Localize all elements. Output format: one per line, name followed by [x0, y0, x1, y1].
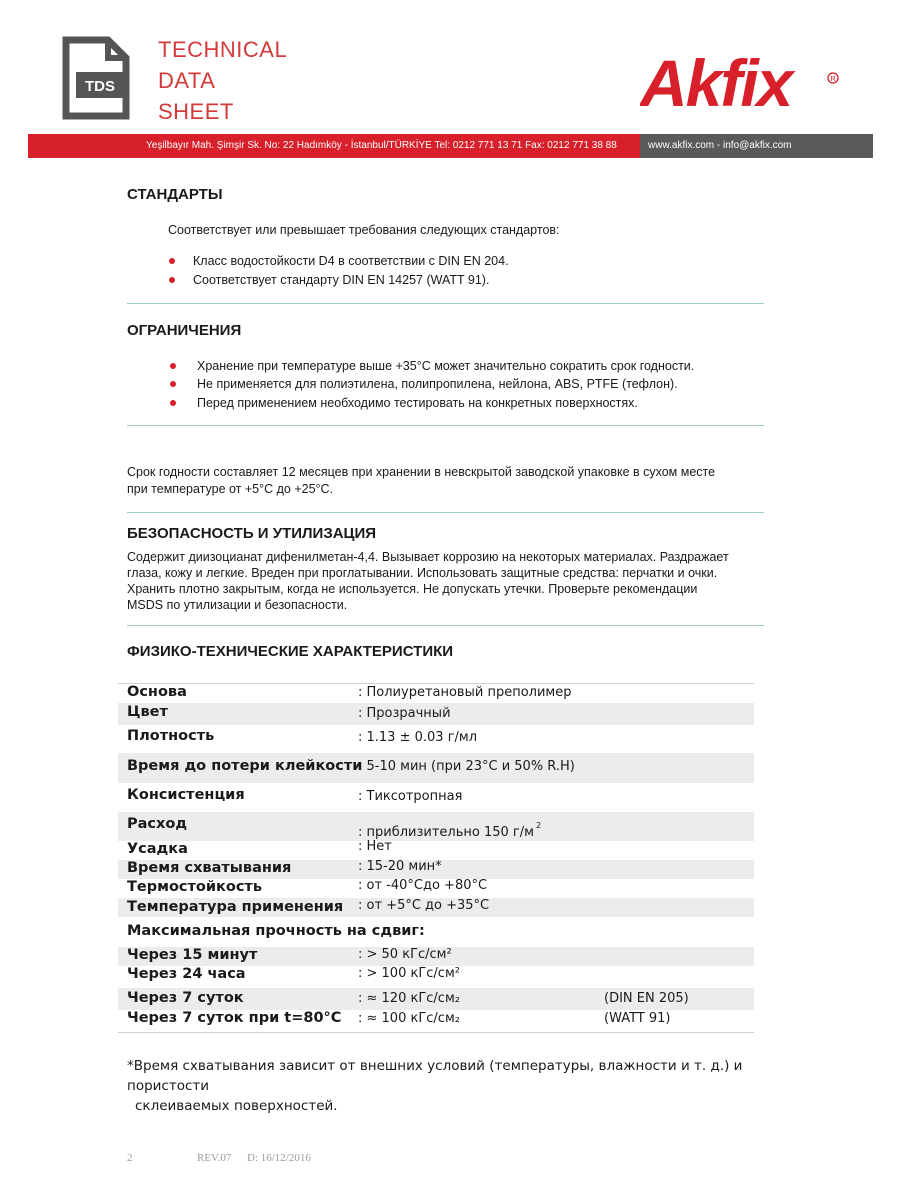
header-title-line: SHEET [158, 99, 234, 124]
table-row [118, 783, 754, 812]
section-heading-standards: СТАНДАРТЫ [127, 186, 223, 203]
bullet-icon [170, 400, 176, 406]
limitations-item: Перед применением необходимо тестировать на конкретных поверхностях. [197, 396, 638, 410]
section-heading-properties: ФИЗИКО-ТЕХНИЧЕСКИЕ ХАРАКТЕРИСТИКИ [127, 643, 454, 660]
table-row [118, 703, 754, 725]
standards-item: Класс водостойкости D4 в соответствии с DIN EN 204. [193, 254, 509, 268]
table-row [118, 898, 754, 917]
header-title-line: DATA [158, 68, 216, 93]
limitations-item: Не применяется для полиэтилена, полипропилена, нейлона, ABS, PTFE (тефлон). [197, 377, 678, 391]
section-divider [127, 512, 764, 513]
table-rule [118, 1032, 754, 1033]
row-value: : от -40°Сдо +80°С [358, 878, 488, 893]
table-row [118, 879, 754, 898]
page-number: 2 [127, 1152, 133, 1164]
shelf-life-line: Срок годности составляет 12 месяцев при хранении в невскрытой заводской упаковке в сухом месте [127, 465, 716, 479]
table-row [118, 753, 754, 783]
row-key: Консистенция [127, 787, 245, 803]
row-key: Температура применения [127, 899, 344, 915]
section-heading-safety: БЕЗОПАСНОСТЬ И УТИЛИЗАЦИЯ [127, 525, 377, 542]
row-standard: (DIN EN 205) [604, 991, 689, 1006]
row-key: Через 24 часа [127, 966, 246, 982]
row-key: Термостойкость [127, 879, 263, 895]
bullet-icon [169, 277, 175, 283]
table-row [118, 683, 754, 703]
row-value [358, 821, 541, 840]
row-key: Плотность [127, 728, 215, 744]
properties-table [118, 683, 754, 1033]
shelf-life-line: при температуре от +5°C до +25°C. [127, 482, 334, 496]
row-key: Основа [127, 684, 187, 700]
section-heading-limitations: ОГРАНИЧЕНИЯ [127, 322, 242, 339]
row-value: : > 50 кГс/см² [358, 947, 452, 962]
standards-item: Соответствует стандарту DIN EN 14257 (WATT 91). [193, 273, 490, 287]
table-row [118, 725, 754, 753]
row-value: : Прозрачный [358, 706, 451, 721]
table-row [118, 988, 754, 1010]
unit-superscript: 2 [535, 821, 542, 830]
address-bar: Yeşilbayır Mah. Şimşir Sk. No: 22 Hadımköy - İstanbul/TÜRKİYE Tel: 0212 771 13 71 Fax: 0212 771 38 88 [28, 134, 640, 158]
row-key: Через 7 суток [127, 990, 244, 1006]
row-key: Время схватывания [127, 860, 292, 876]
table-row [118, 841, 754, 860]
row-value: : > 100 кГс/см² [358, 966, 460, 981]
contact-bar: www.akfix.com - info@akfix.com [640, 134, 873, 158]
row-value: : ≈ 120 кГс/см₂ [358, 991, 460, 1006]
section-divider [127, 303, 764, 304]
document-icon [62, 36, 130, 120]
brand-logo [640, 40, 840, 120]
bullet-icon [170, 363, 176, 369]
table-row [118, 966, 754, 988]
row-key: Максимальная прочность на сдвиг: [127, 923, 425, 939]
table-row [118, 860, 754, 879]
limitations-item: Хранение при температуре выше +35°C может значительно сократить срок годности. [197, 359, 695, 373]
bullet-icon [170, 381, 176, 387]
section-divider [127, 625, 764, 626]
footnote-line: *Время схватывания зависит от внешних условий (температуры, влажности и т. д.) и пористости [127, 1058, 743, 1094]
document-icon-label: TDS [85, 78, 115, 95]
row-value: : 1.13 ± 0.03 г/мл [358, 730, 478, 745]
row-value: : 5-10 мин (при 23°C и 50% R.H) [358, 759, 575, 774]
row-standard: (WATT 91) [604, 1011, 671, 1026]
row-value-text: : приблизительно 150 г/м [358, 825, 534, 840]
section-divider [127, 425, 764, 426]
row-key: Усадка [127, 841, 188, 857]
safety-line: Хранить плотно закрытым, когда не используется. Не допускать утечки. Проверьте рекомендации [127, 582, 698, 596]
table-row [118, 947, 754, 966]
table-row [118, 1010, 754, 1032]
bullet-icon [169, 258, 175, 264]
row-value: : 15-20 мин* [358, 859, 442, 874]
row-key: Расход [127, 816, 188, 832]
safety-line: Содержит диизоцианат дифенилметан-4,4. Вызывает коррозию на некоторых материалах. Раздражает [127, 550, 729, 564]
row-key: Через 7 суток при t=80°C [127, 1010, 342, 1026]
row-value: : Нет [358, 839, 392, 854]
revision: REV.07 [197, 1152, 232, 1164]
revision-date: D: 16/12/2016 [247, 1152, 311, 1164]
standards-intro: Соответствует или превышает требования следующих стандартов: [168, 223, 560, 237]
svg-text:R: R [830, 76, 836, 83]
row-value: : от +5°С до +35°С [358, 898, 490, 913]
table-row [118, 917, 754, 947]
header-title-line: TECHNICAL [158, 37, 288, 62]
safety-line: MSDS по утилизации и безопасности. [127, 598, 348, 612]
footnote-line: склеиваемых поверхностей. [135, 1098, 338, 1114]
row-key: Цвет [127, 704, 168, 720]
row-value: : ≈ 100 кГс/см₂ [358, 1011, 460, 1026]
table-row [118, 812, 754, 841]
footnote [127, 1056, 807, 1116]
header-title [158, 34, 287, 127]
row-key: Через 15 минут [127, 947, 258, 963]
row-key: Время до потери клейкости [127, 758, 363, 774]
brand-logo-text: Akfix [640, 46, 792, 120]
row-value: : Полиуретановый преполимер [358, 685, 572, 700]
row-value: : Тиксотропная [358, 789, 463, 804]
safety-line: глаза, кожу и легкие. Вреден при проглатывании. Использовать защитные средства: перчатки и очки. [127, 566, 718, 580]
